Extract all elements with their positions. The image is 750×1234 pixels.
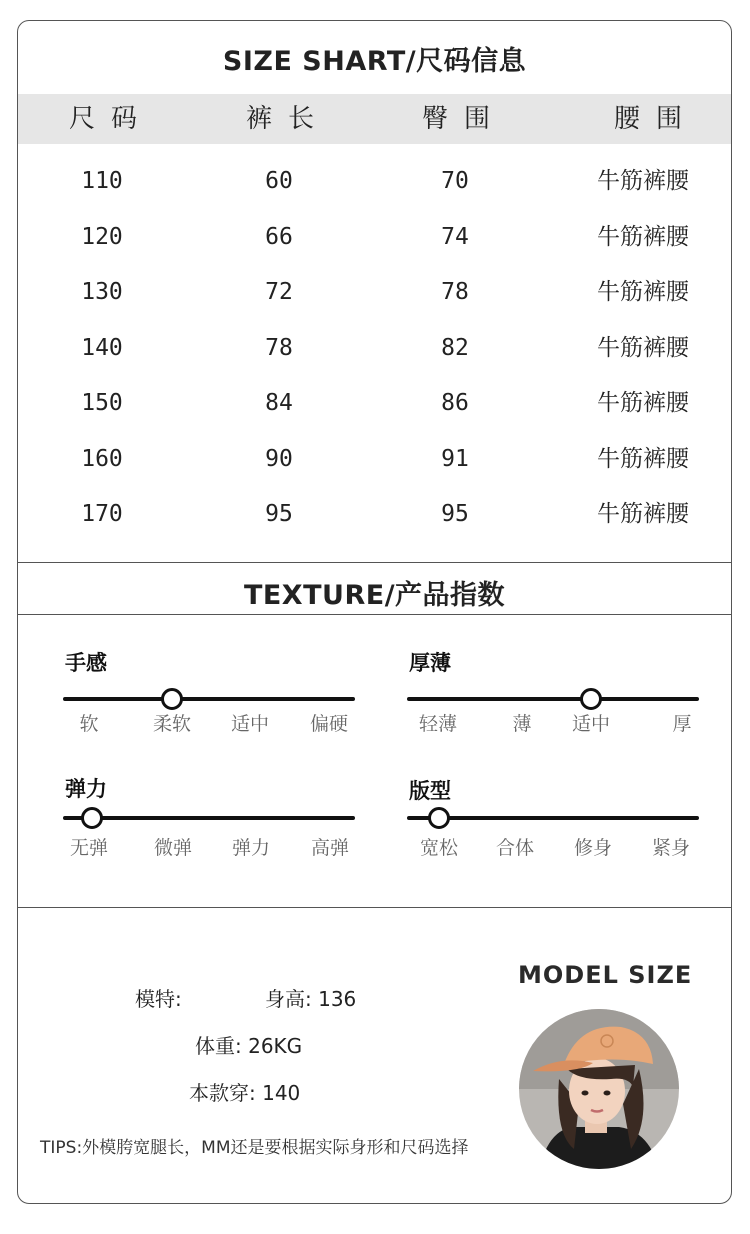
header-size: 尺码 [68,104,154,134]
cell-waist: 牛筋裤腰 [597,223,689,250]
table-row [18,376,731,432]
gauge-elasticity [63,773,358,873]
cell-length: 60 [265,168,293,194]
section-divider [18,907,731,908]
cell-hip: 86 [441,390,469,416]
cell-waist: 牛筋裤腰 [597,334,689,361]
cell-waist: 牛筋裤腰 [597,168,689,194]
gauge-tick: 偏硬 [309,713,349,735]
cell-length: 95 [265,501,293,527]
gauge-track [63,697,355,701]
table-row [18,265,731,321]
gauge-label: 厚薄 [409,651,451,675]
gauge-tick: 软 [79,713,99,735]
gauge-tick: 薄 [512,713,532,735]
cell-length: 84 [265,390,293,416]
gauge-label: 版型 [409,779,451,803]
cell-size: 170 [81,501,123,527]
section-divider [18,614,731,615]
table-row [18,432,731,488]
cell-size: 110 [81,168,123,194]
gauge-tick: 紧身 [651,837,691,859]
cell-size: 150 [81,390,123,416]
size-table-header [18,94,731,144]
header-hip: 臀围 [421,104,507,134]
table-row [18,210,731,266]
gauge-thickness [407,647,702,747]
gauge-tick: 弹力 [231,837,271,859]
gauge-tick: 轻薄 [418,713,458,735]
gauge-marker [580,688,602,710]
model-label: 模特: [135,987,182,1011]
model-wearing: 本款穿: 140 [189,1081,301,1105]
gauge-marker [81,807,103,829]
cell-size: 130 [81,279,123,305]
cell-hip: 74 [441,223,469,250]
gauge-tick: 合体 [495,837,535,859]
gauge-label: 手感 [65,651,107,675]
model-photo [519,1009,679,1169]
cell-waist: 牛筋裤腰 [597,501,689,527]
gauge-tick: 修身 [573,837,613,859]
cell-size: 160 [81,445,123,472]
gauge-fit [407,775,702,875]
table-row [18,321,731,377]
cell-hip: 91 [441,445,469,472]
cell-hip: 82 [441,334,469,361]
cell-hip: 70 [441,168,469,194]
gauge-tick: 厚 [672,713,692,735]
cell-length: 78 [265,334,293,361]
gauge-tick: 无弹 [69,837,109,859]
table-row [18,154,731,210]
tips-text: TIPS:外模胯宽腿长，MM还是要根据实际身形和尺码选择 [40,1138,469,1158]
gauge-tick: 微弹 [153,837,193,859]
gauge-track [407,697,699,701]
gauge-marker [161,688,183,710]
cell-size: 120 [81,223,123,250]
cell-waist: 牛筋裤腰 [597,390,689,416]
cell-size: 140 [81,334,123,361]
size-table-body [18,154,731,543]
gauge-tick: 宽松 [419,837,459,859]
cell-length: 66 [265,223,293,250]
gauge-track [63,816,355,820]
cell-waist: 牛筋裤腰 [597,445,689,472]
model-weight: 体重: 26KG [195,1034,303,1058]
header-waist: 腰围 [613,104,699,134]
table-row [18,487,731,543]
model-size-title: MODEL SIZE [518,961,693,989]
gauge-tick: 柔软 [152,713,192,735]
gauge-marker [428,807,450,829]
texture-title: TEXTURE/产品指数 [243,580,506,611]
cell-hip: 95 [441,501,469,527]
gauge-tick: 适中 [571,713,611,735]
gauge-track [407,816,699,820]
cell-length: 72 [265,279,293,305]
size-info-card [17,20,732,1204]
model-height: 身高: 136 [265,987,357,1011]
cell-waist: 牛筋裤腰 [597,279,689,305]
size-chart-title: SIZE SHART/尺码信息 [222,46,527,77]
gauge-tick: 适中 [230,713,270,735]
gauge-label: 弹力 [65,777,107,801]
gauge-tick: 高弹 [310,837,350,859]
cell-length: 90 [265,445,293,472]
section-divider [18,562,731,563]
model-avatar [519,1009,679,1169]
cell-hip: 78 [441,279,469,305]
header-length: 裤长 [245,104,331,134]
gauge-feel [63,647,358,747]
